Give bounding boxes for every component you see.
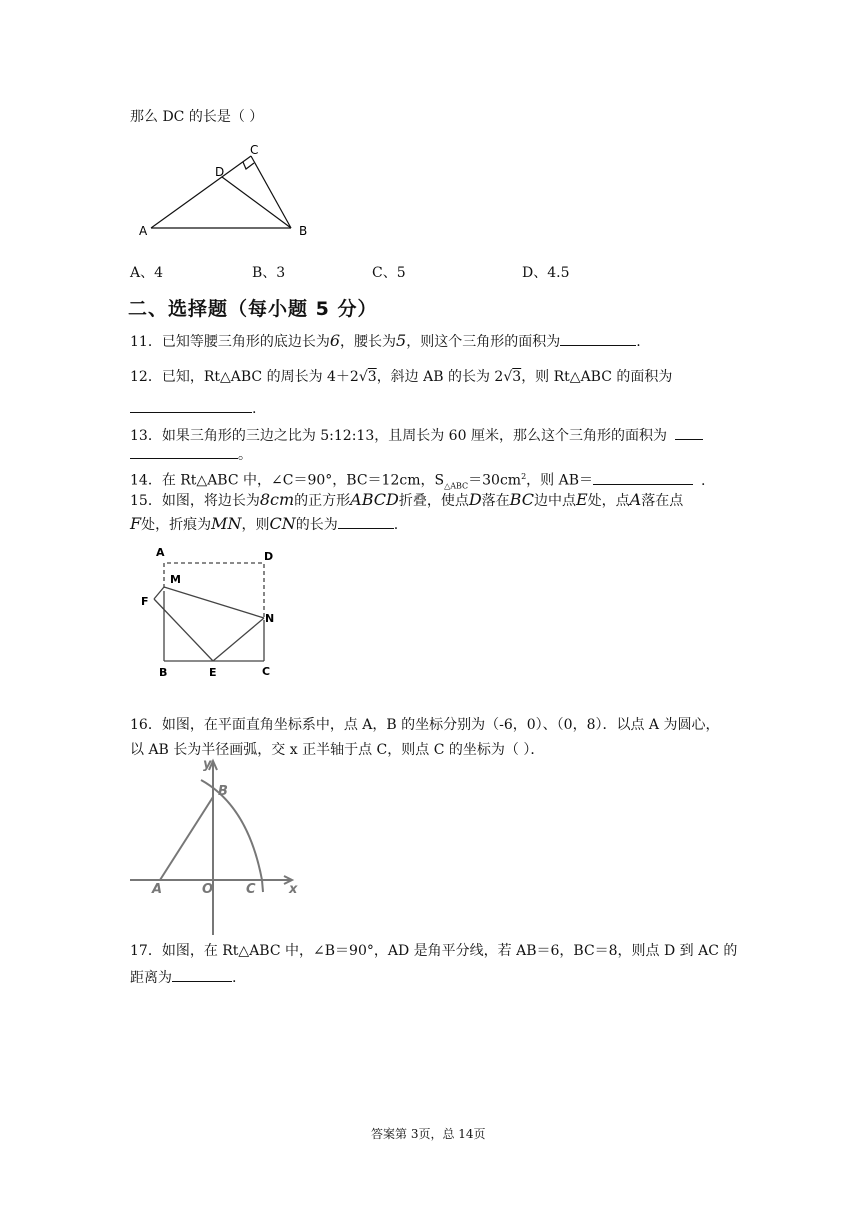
fig15-label-e: E: [209, 666, 217, 679]
q10-stem-tail: 那么 DC 的长是（ ）: [130, 109, 264, 125]
question-15-line1: 15．如图，将边长为8cm的正方形ABCD折叠，使点D落在BC边中点E处，点A落在点: [130, 490, 684, 509]
segment-ab: [160, 797, 213, 880]
fig15-label-n: N: [265, 612, 275, 625]
fig15-label-c: C: [262, 665, 271, 678]
question-12: 12．已知，Rt△ABC 的周长为 4＋2√3，斜边 AB 的长为 2√3，则 Rt△ABC 的面积为: [130, 369, 673, 385]
fig15-label-f: F: [141, 595, 149, 608]
fig16-label-y: y: [203, 757, 212, 772]
arc-bc: [201, 780, 263, 892]
fig16-label-a: A: [152, 882, 163, 897]
fig15-label-a: A: [156, 546, 165, 559]
fig15-label-m: M: [170, 573, 181, 586]
fig10-label-a: A: [139, 224, 148, 238]
question-11: 11．已知等腰三角形的底边长为6，腰长为5，则这个三角形的面积为 .: [130, 331, 641, 350]
question-16-line2: 以 AB 长为半径画弧，交 x 正半轴于点 C，则点 C 的坐标为（ ）．: [130, 742, 545, 758]
fig15-label-d: D: [264, 550, 274, 563]
q10-option-a: A、4: [130, 265, 164, 281]
fig16-label-b: B: [218, 784, 228, 799]
sqrt-symbol: √: [358, 369, 368, 385]
question-17-line1: 17．如图，在 Rt△ABC 中，∠B＝90°，AD 是角平分线，若 AB＝6，BC＝8，则点 D 到 AC 的: [130, 943, 738, 959]
q10-option-c: C、5: [372, 265, 406, 281]
page-footer: 答案第 3页，总 14页: [371, 1127, 486, 1141]
sqrt-symbol: √: [503, 369, 513, 385]
fig16-label-x: x: [289, 882, 298, 897]
fig15-label-b: B: [159, 666, 168, 679]
question-13: 13．如果三角形的三边之比为 5:12:13，且周长为 60 厘米，那么这个三角形的面积为: [130, 425, 703, 446]
q10-option-b: B、3: [252, 265, 286, 281]
question-16-line1: 16．如图，在平面直角坐标系中，点 A，B 的坐标分别为（-6，0）、（0，8）．以点 A 为圆心，: [130, 717, 720, 733]
section-title: 二、选择题（每小题 5 分）: [128, 298, 378, 320]
q10-option-d: D、4.5: [522, 265, 570, 281]
question-17-line2: 距离为 .: [130, 967, 236, 988]
question-12-line2: .: [130, 398, 256, 419]
question-14: 14．在 Rt△ABC 中，∠C＝90°，BC＝12cm，$S_{\triangle ABC}=30cm^2$，则 AB＝ .: [130, 467, 705, 496]
fig10-label-c: C: [250, 143, 259, 157]
answer-blank: [172, 967, 232, 982]
fig16-label-o: O: [202, 882, 214, 897]
fig10-label-d: D: [215, 165, 225, 179]
question-15-line2: F处，折痕为MN，则CN的长为 .: [130, 514, 399, 533]
fig10-label-b: B: [299, 224, 308, 238]
question-13-line2: 。: [130, 444, 252, 465]
fig16-label-c: C: [246, 882, 256, 897]
